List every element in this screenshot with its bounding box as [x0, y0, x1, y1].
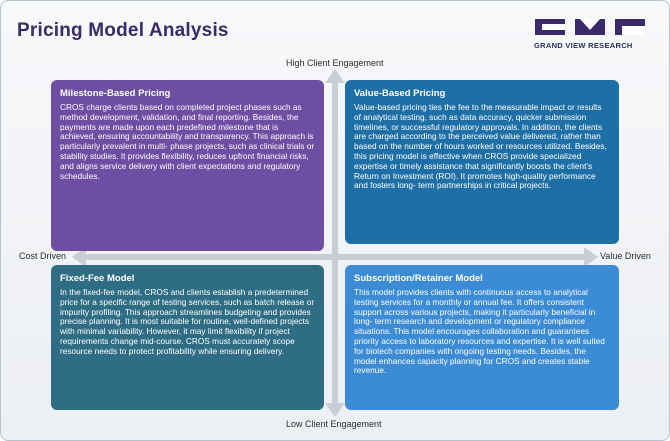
quadrant-milestone-based-pricing — [51, 80, 324, 251]
quadrant-title: Fixed-Fee Model — [60, 273, 135, 284]
quadrant-body: In the fixed-fee model, CROS and clients establish a predetermined price for a specific range of testing services, such as batch release or impurity profiling. This approach streamlines budgeting and provides precise planning. It is most suitable for routine, well-defined projects with minimal variability. However, it may limit flexibility if project requirements change mid-course. CROS must accurately scope resource needs to protect profitability while ensuring delivery. — [60, 287, 315, 356]
axis-label-right: Value Driven — [600, 251, 651, 261]
logo-brand-text: GRAND VIEW RESEARCH — [534, 41, 633, 50]
quadrant-body: CROS charge clients based on completed project phases such as method development, validation, and final reporting. Besides, the payments are made upon each predefined milestone that is achieved, ensuring accountability and transparency. This approach is particularly prevalent in multi- phase projects, such as clinical trials or stability studies. It provides flexibility, reduces upfront financial risks, and aligns service delivery with client expectations and regulatory schedules. — [60, 102, 315, 181]
quadrant-title: Value-Based Pricing — [354, 88, 446, 99]
quadrant-body: Value-based pricing ties the fee to the measurable impact or results of analytical testing, such as data accuracy, quicker submission timelines, or successful regulatory approvals. In addition, the clients are charged according to the perceived value delivered, rather than based on the number of hours worked or resources utilized. Besides, this pricing model is effective when CROS provide specialized expertise or timely assistance that significantly boosts the client's Return on Investment (ROI). It promotes high-quality performance and fosters long- term partnerships in critical projects. — [354, 102, 607, 191]
axis-label-bottom: Low Client Engagement — [286, 419, 382, 429]
quadrant-fixed-fee-model — [51, 265, 324, 410]
page-title: Pricing Model Analysis — [17, 20, 229, 41]
axis-label-left: Cost Driven — [19, 251, 67, 261]
quadrant-title: Subscription/Retainer Model — [354, 273, 483, 284]
axis-label-top: High Client Engagement — [286, 58, 384, 68]
quadrant-subscription-retainer-model — [345, 265, 619, 410]
quadrant-title: Milestone-Based Pricing — [60, 88, 171, 99]
quadrant-value-based-pricing — [345, 80, 619, 244]
quadrant-body: This model provides clients with continuous access to analytical testing services for a monthly or annual fee. It offers consistent support across various projects, making it particularly beneficial in long- term research and development or regulatory compliance situations. This model encourages collaboration and guarantees priority access to laboratory resources and expertise. It is well suited for biotech companies with ongoing testing needs. Besides, the model enhances capacity planning for CROS and creates stable revenue. — [354, 287, 605, 376]
